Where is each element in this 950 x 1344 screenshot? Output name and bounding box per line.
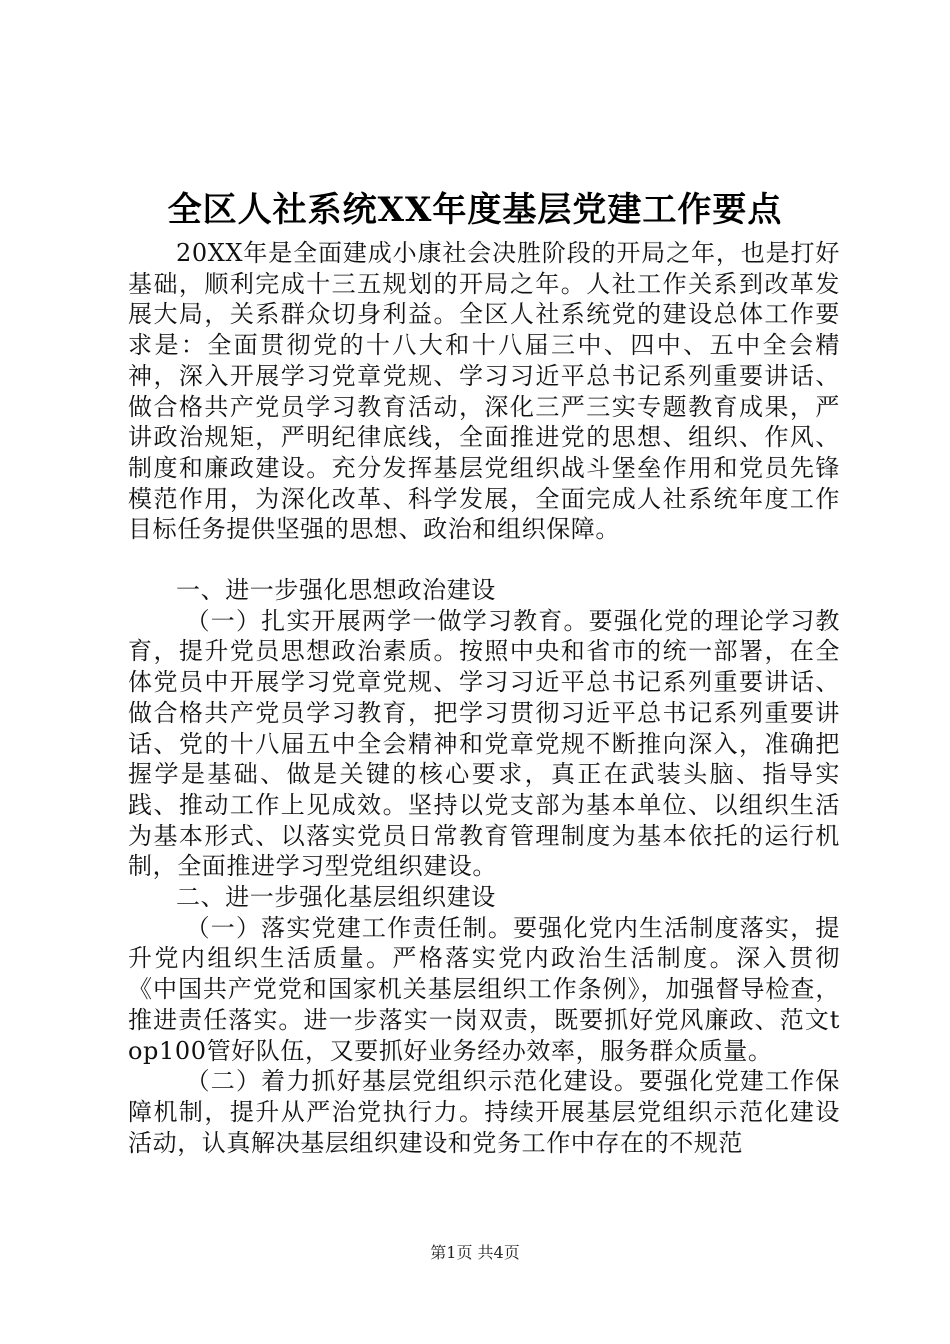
intro-paragraph: 20XX年是全面建成小康社会决胜阶段的开局之年，也是打好基础，顺利完成十三五规划的开局之年。人社工作关系到改革发展大局，关系群众切身利益。全区人社系统党的建设总体工作要求是：全面贯彻党的十八大和十八届三中、四中、五中全会精神，深入开展学习党章党规、学习习近平总书记系列重要讲话、做合格共产党员学习教育活动，深化三严三实专题教育成果，严讲政治规矩，严明纪律底线，全面推进党的思想、组织、作风、制度和廉政建设。充分发挥基层党组织战斗堡垒作用和党员先锋模范作用，为深化改革、科学发展，全面完成人社系统年度工作目标任务提供坚强的思想、政治和组织保障。 [128,239,840,544]
document-title: 全区人社系统XX年度基层党建工作要点 [167,190,783,230]
section-2-item-2: （二）着力抓好基层党组织示范化建设。要强化党建工作保障机制，提升从严治党执行力。持续开展基层党组织示范化建设活动，认真解决基层组织建设和党务工作中存在的不规范 [128,1067,840,1157]
section-1-heading: 一、进一步强化思想政治建设 [176,576,496,605]
document-body [128,238,840,1158]
section-2-item-1: （一）落实党建工作责任制。要强化党内生活制度落实，提升党内组织生活质量。严格落实党内政治生活制度。深入贯彻《中国共产党党和国家机关基层组织工作条例》，加强督导检查，推进责任落实。进一步落实一岗双责，既要抓好党风廉政、范文top100管好队伍，又要抓好业务经办效率，服务群众质量。 [128,913,840,1065]
page-footer: 第1页 共4页 [430,1243,520,1262]
section-1-item-1: （一）扎实开展两学一做学习教育。要强化党的理论学习教育，提升党员思想政治素质。按照中央和省市的统一部署，在全体党员中开展学习党章党规、学习习近平总书记系列重要讲话、做合格共产党员学习教育，把学习贯彻习近平总书记系列重要讲话、党的十八届五中全会精神和党章党规不断推向深入，准确把握学是基础、做是关键的核心要求，真正在武装头脑、指导实践、推动工作上见成效。坚持以党支部为基本单位、以组织生活为基本形式、以落实党员日常教育管理制度为基本依托的运行机制，全面推进学习型党组织建设。 [128,606,840,881]
paragraph-gap [128,545,840,575]
section-2-heading: 二、进一步强化基层组织建设 [176,883,496,912]
